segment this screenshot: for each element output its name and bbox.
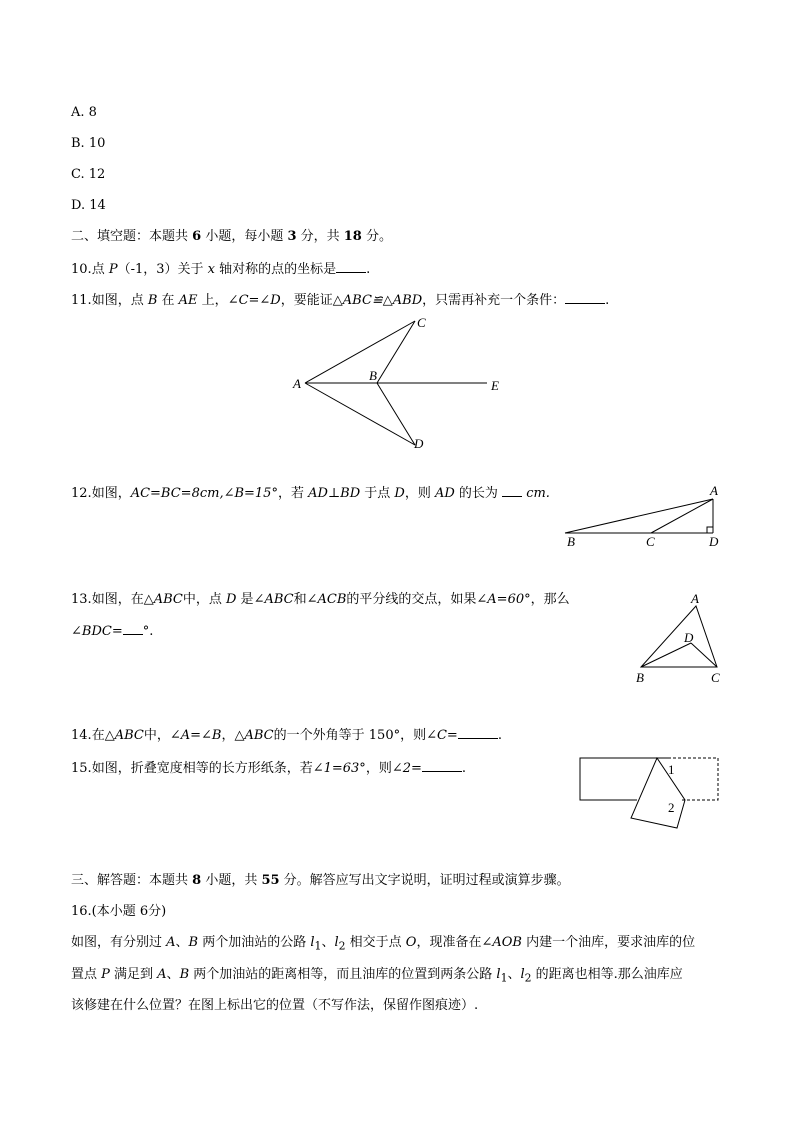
question-12: 12.如图，AC=BC=8cm,∠B=15°，若 AD⊥BD 于点 D，则 AD 的长为 cm.: [71, 486, 550, 501]
label-e: E: [491, 378, 499, 393]
section2-heading: 二、填空题：本题共 6 小题，每小题 3 分，共 18 分。: [71, 229, 392, 244]
label-d: D: [709, 534, 719, 549]
question-13-line-2: ∠BDC= °.: [71, 624, 154, 639]
question-16-line-1: 如图，有分别过 A、B 两个加油站的公路 $l_1$、$l_2$ 相交于点 O，现准备在∠AOB 内建一个油库，要求油库的位: [71, 935, 696, 953]
question-11: 11.如图，点 B 在 AE 上，∠C=∠D，要能证△ABC≌△ABD，只需再补充一个条件： .: [71, 293, 610, 308]
question-14: 14.在△ABC中，∠A=∠B，△ABC的一个外角等于 150°，则∠C= .: [71, 728, 502, 743]
question-10: 10.点 P（-1，3）关于 x 轴对称的点的坐标是 .: [71, 262, 371, 277]
label-b: B: [369, 368, 377, 383]
option-a: A. 8: [71, 105, 97, 120]
option-d: D. 14: [71, 198, 106, 213]
question-13-line-1: 13.如图，在△ABC中，点 D 是∠ABC和∠ACB的平分线的交点，如果∠A=60°，那么: [71, 592, 570, 607]
label-a: A: [293, 376, 301, 391]
label-c: C: [646, 534, 655, 549]
angle-1-label: 1: [668, 762, 675, 777]
question-16-line-3: 该修建在什么位置？在图上标出它的位置（不写作法，保留作图痕迹）.: [71, 998, 479, 1013]
label-a: A: [710, 483, 718, 498]
label-d: D: [414, 436, 424, 451]
label-d: D: [684, 630, 694, 645]
question-16-heading: 16.(本小题 6分): [71, 904, 167, 919]
label-b: B: [567, 534, 575, 549]
angle-2-label: 2: [668, 800, 675, 815]
label-a: A: [691, 591, 699, 606]
option-c: C. 12: [71, 167, 106, 182]
section3-heading: 三、解答题：本题共 8 小题，共 55 分。解答应写出文字说明，证明过程或演算步骤。: [71, 873, 570, 888]
label-c: C: [417, 315, 426, 330]
option-b: B. 10: [71, 136, 106, 151]
label-b: B: [636, 670, 644, 685]
label-c: C: [711, 670, 720, 685]
question-16-line-2: 置点 P 满足到 A、B 两个加油站的距离相等，而且油库的位置到两条公路 $l_1$、$l_2$ 的距离也相等.那么油库应: [71, 967, 683, 985]
question-15: 15.如图，折叠宽度相等的长方形纸条，若∠1=63°，则∠2= .: [71, 761, 467, 776]
